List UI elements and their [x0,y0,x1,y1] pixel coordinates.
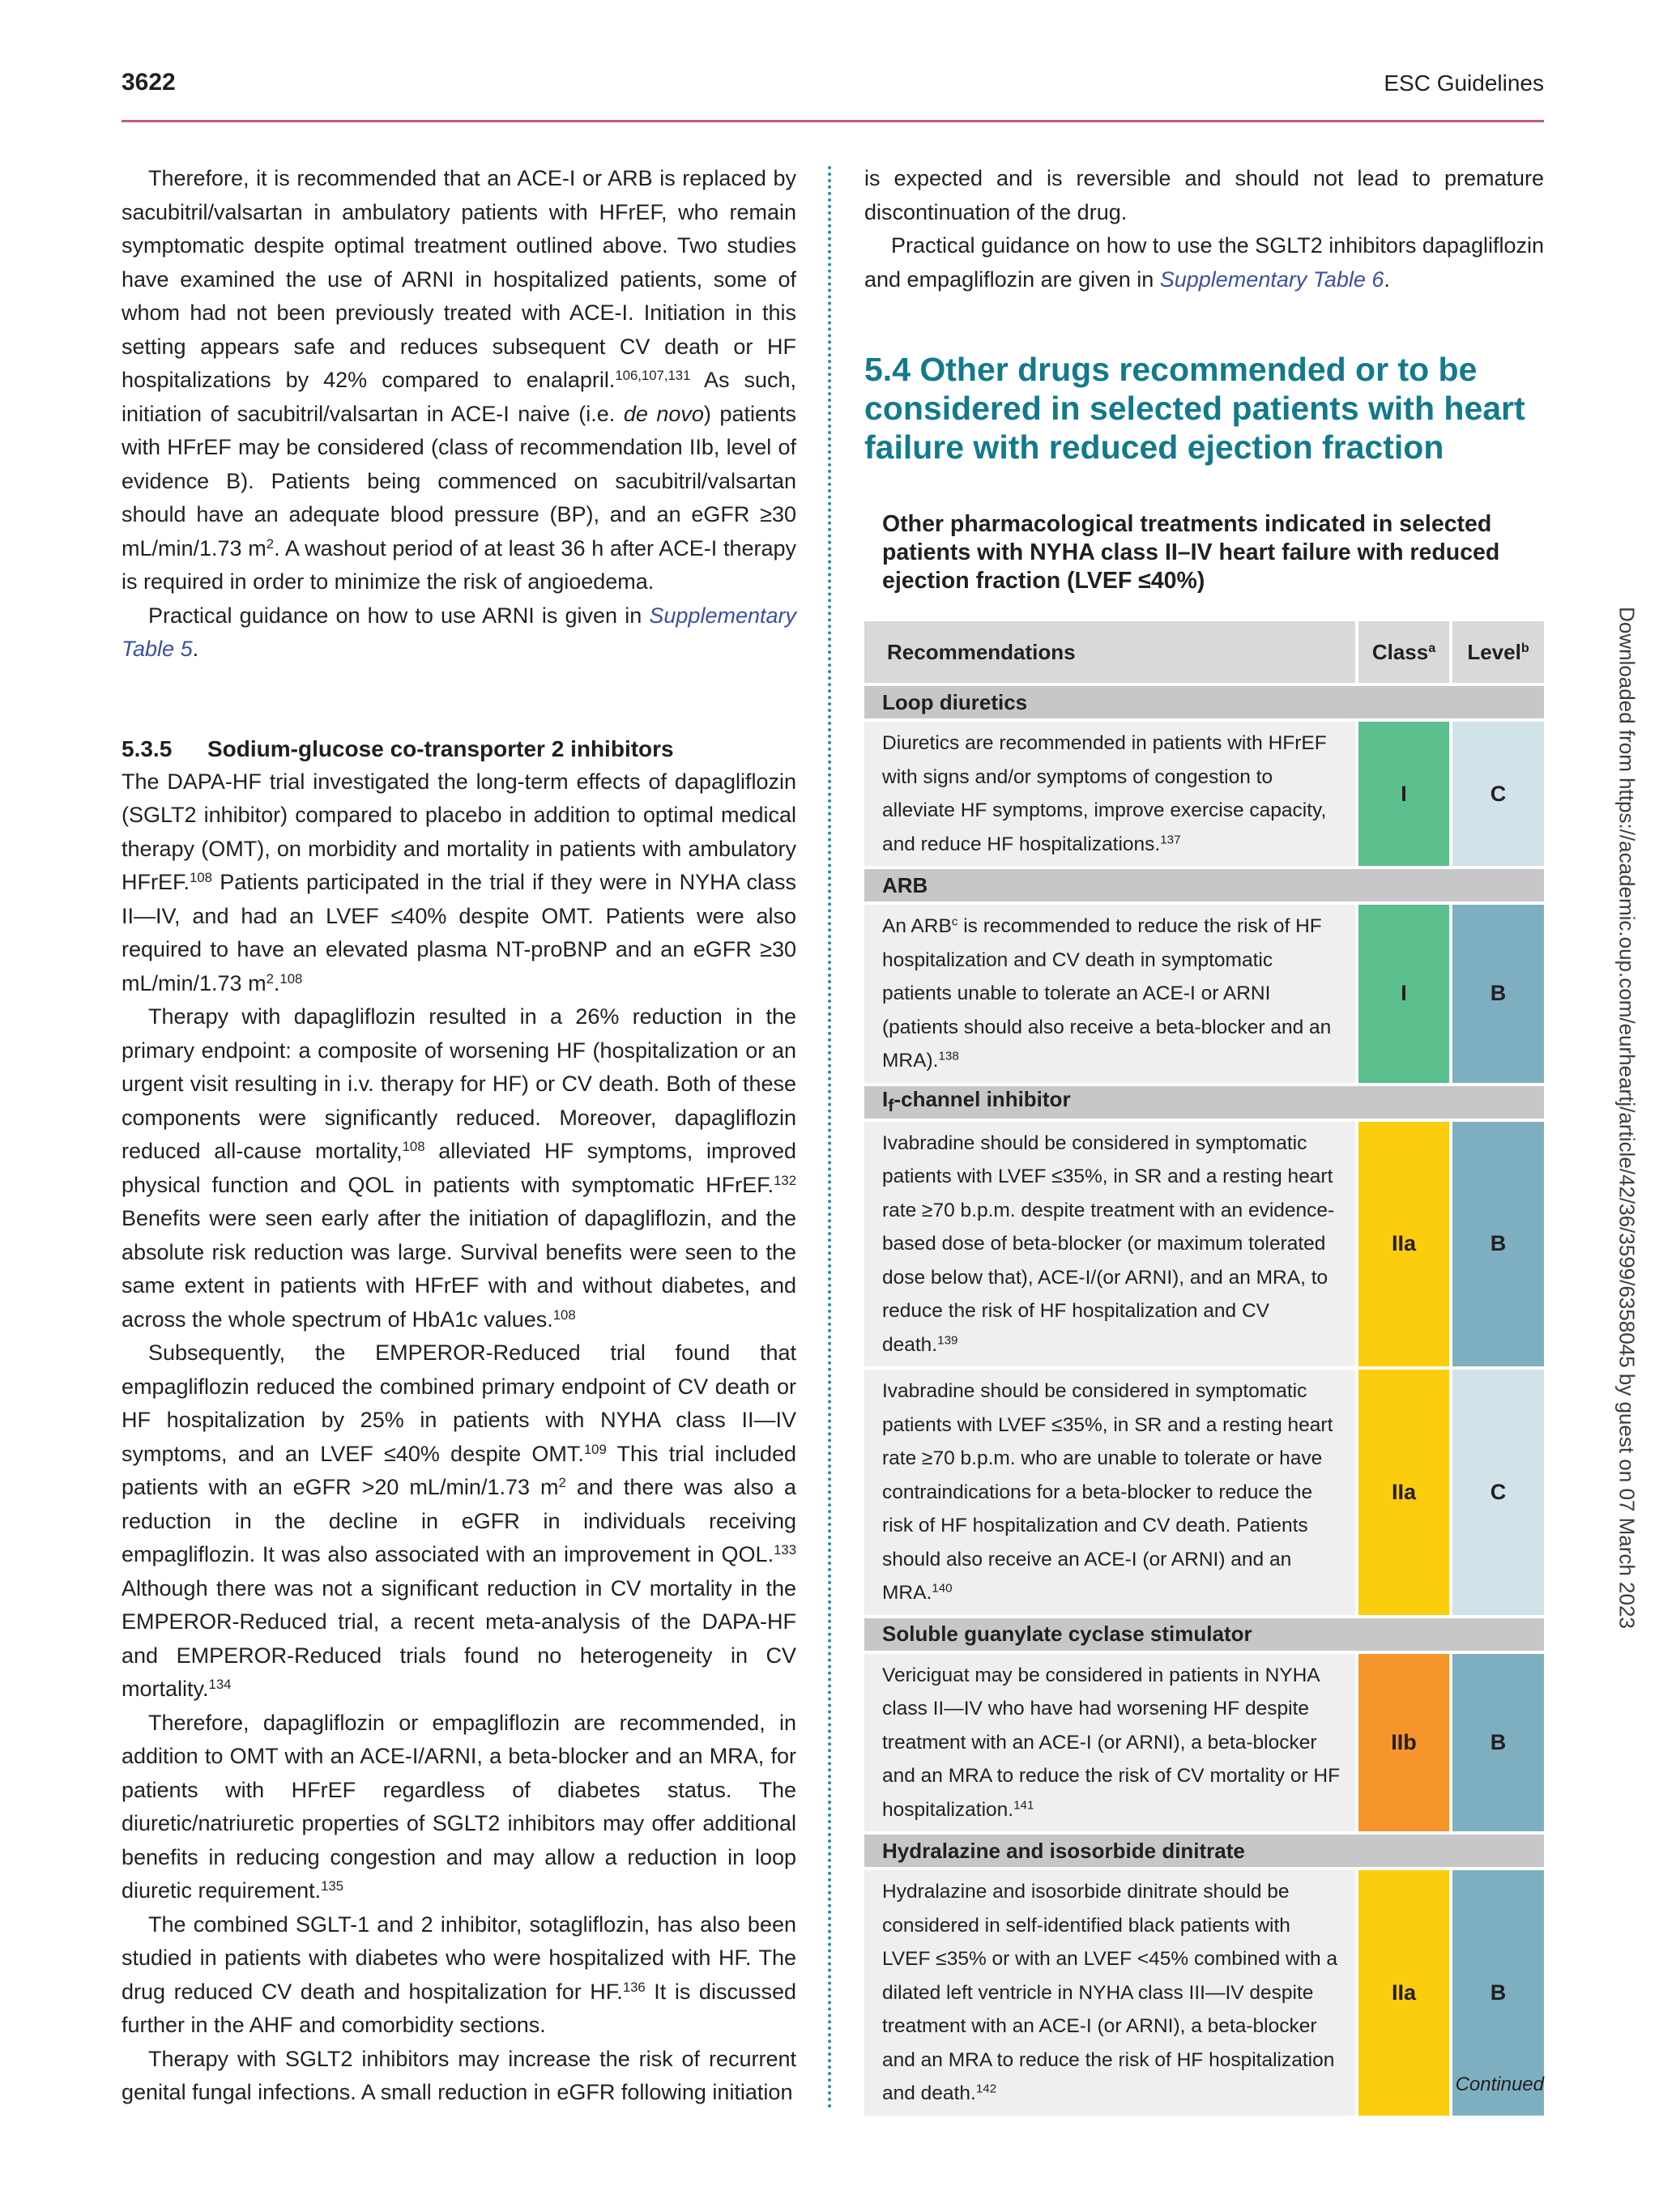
table-row [864,1370,1544,1615]
paragraph: Therefore, it is recommended that an ACE-I or ARB is replaced by sacubitril/valsartan in ambulatory patients with HFrEF, who remain symptomatic despite optimal treatment outlined above. Two studies have examined the use of ARNI in hospitalized patients, some of whom had not been previously treated with ACE-I. Initiation in this setting appears safe and reduces subsequent CV death or HF hospitalizations by 42% compared to enalapril.$^{106,107,131}$ As such, initiation of sacubitril/valsartan in ACE-I naive (i.e. de novo) patients with HFrEF may be considered (class of recommendation IIb, level of evidence B). Patients being commenced on sacubitril/valsartan should have an adequate blood pressure (BP), and an eGFR ≥30 mL/min/1.73 $m^2$. A washout period of at least 36 h after ACE-I therapy is required in order to minimize the risk of angioedema. [122,166,796,594]
paragraph: Therefore, dapagliflozin or empagliflozin are recommended, in addition to OMT with an ACE-I/ARNI, a beta-blocker and an MRA, for patients with HFrEF regardless of diabetes status. The diuretic/natriuretic properties of SGLT2 inhibitors may offer additional benefits in reducing congestion and may allow a reduction in loop diuretic requirement.$^{135}$ [122,1710,796,1903]
subsection-heading: 5.3.5 Sodium-glucose co-transporter 2 inhibitors [122,735,674,761]
category-row: ARB [864,869,1544,901]
paragraph: Subsequently, the EMPEROR-Reduced trial found that empagliflozin reduced the combined primary endpoint of CV death or HF hospitalization by 25% in patients with NYHA class II—IV symptoms, and an LVEF ≤40% despite OMT.$^{109}$ This trial included patients with an eGFR >20 mL/min/1.73 $m^2$ and there was also a reduction in the decline in eGFR in individuals receiving empagliflozin. It was also associated with an improvement in QOL.$^{133}$ Although there was not a significant reduction in CV mortality in the EMPEROR-Reduced trial, a recent meta-analysis of the DAPA-HF and EMPEROR-Reduced trials found no heterogeneity in CV mortality.$^{134}$ [122,1340,796,1701]
recommendation-table [864,618,1544,2119]
right-column [864,162,1544,467]
table-row [864,905,1544,1083]
recommendation-text: Vericiguat may be considered in patients in NYHA class II—IV who have had worsening HF despite treatment with an ACE-I (or ARNI), a beta-blocker and an MRA to reduce the risk of CV mortality or HF hospitalization.$^{141}$ [864,1654,1358,1832]
category-row: $I_f$-channel inhibitor [864,1086,1544,1119]
left-column [122,162,796,2110]
section-title: 5.4 Other drugs recommended or to be considered in selected patients with heart failure with reduced ejection fraction [864,351,1525,466]
recommendation-text: Diuretics are recommended in patients with HFrEF with signs and/or symptoms of congestion to alleviate HF symptoms, improve exercise capacity, and reduce HF hospitalizations.$^{137}$ [864,722,1358,866]
category-row: Soluble guanylate cyclase stimulator [864,1618,1544,1651]
recommendation-text: Ivabradine should be considered in symptomatic patients with LVEF ≤35%, in SR and a resting heart rate ≥70 b.p.m. who are unable to tolerate or have contraindications for a beta-blocker to reduce the risk of HF hospitalization and CV death. Patients should also receive an ACE-I (or ARNI) and an MRA.$^{140}$ [864,1370,1358,1615]
level-cell: B [1452,1122,1544,1367]
page-number: 3622 [122,69,176,96]
recommendation-table-block [864,510,1544,2119]
table-row [864,1654,1544,1832]
class-cell: IIb [1358,1654,1452,1832]
paragraph: Therapy with SGLT2 inhibitors may increase the risk of recurrent genital fungal infections. A small reduction in eGFR following initiation [122,2046,796,2104]
class-cell: I [1358,722,1452,866]
category-row: Loop diuretics [864,686,1544,718]
header-recommendations: Recommendations [864,621,1358,683]
paragraph: The combined SGLT-1 and 2 inhibitor, sotagliflozin, has also been studied in patients with diabetes who were hospitalized with HF. The drug reduced CV death and hospitalization for HF.$^{136}$ It is discussed further in the AHF and comorbidity sections. [122,1912,796,2037]
level-cell: B [1452,1870,1544,2116]
paragraph: is expected and is reversible and should not lead to premature discontinuation of the drug. [864,166,1544,224]
recommendation-text: An ARB$^c$ is recommended to reduce the risk of HF hospitalization and CV death in symptomatic patients unable to tolerate an ACE-I or ARNI (patients should also receive a beta-blocker and an MRA).$^{138}$ [864,905,1358,1083]
category-row: Hydralazine and isosorbide dinitrate [864,1835,1544,1867]
header-class: Class$^a$ [1358,621,1452,683]
level-cell: C [1452,1370,1544,1615]
header-rule [122,120,1544,122]
download-watermark: Downloaded from https://academic.oup.com/eurheartj/article/42/36/3599/6358045 by guest on 07 March 2023 [1614,607,1640,1629]
supplementary-table-5-link[interactable]: Supplementary Table 5 [122,603,796,661]
class-cell: IIa [1358,1870,1452,2116]
class-cell: IIa [1358,1370,1452,1615]
class-cell: I [1358,905,1452,1083]
paragraph: Therapy with dapagliflozin resulted in a 26% reduction in the primary endpoint: a composite of worsening HF (hospitalization or an urgent visit resulting in i.v. therapy for HF) or CV death. Both of these components were significantly reduced. Moreover, dapagliflozin reduced all-cause mortality,$^{108}$ alleviated HF symptoms, improved physical function and QOL in patients with symptomatic HFrEF.$^{132}$ Benefits were seen early after the initiation of dapagliflozin, and the absolute risk reduction was large. Survival benefits were seen to the same extent in patients with HFrEF with and without diabetes, and across the whole spectrum of HbA1c values.$^{108}$ [122,1004,797,1332]
table-row [864,1122,1544,1367]
running-title: ESC Guidelines [1384,70,1544,96]
header-level: Level$^b$ [1452,621,1544,683]
level-cell: B [1452,1654,1544,1832]
paragraph: Practical guidance on how to use ARNI is given in Supplementary Table 5. [122,603,796,661]
paragraph: The DAPA-HF trial investigated the long-term effects of dapagliflozin (SGLT2 inhibitor) compared to placebo in addition to optimal medical therapy (OMT), on morbidity and mortality in patients with ambulatory HFrEF.$^{108}$ Patients participated in the trial if they were in NYHA class II—IV, and had an LVEF ≤40% despite OMT. Patients were also required to have an elevated plasma NT-proBNP and an eGFR ≥30 mL/min/1.73 $m^2.^{108}$ [122,769,796,995]
table-header-row [864,621,1544,683]
table-row [864,1870,1544,2116]
table-title: Other pharmacological treatments indicated in selected patients with NYHA class II–IV heart failure with reduced ejection fraction (LVEF ≤40%) [882,511,1500,594]
recommendation-text: Ivabradine should be considered in symptomatic patients with LVEF ≤35%, in SR and a resting heart rate ≥70 b.p.m. despite treatment with an evidence-based dose of beta-blocker (or maximum tolerated dose below that), ACE-I/(or ARNI), and an MRA, to reduce the risk of HF hospitalization and CV death.$^{139}$ [864,1122,1358,1367]
supplementary-table-6-link[interactable]: Supplementary Table 6 [1159,266,1384,292]
level-cell: C [1452,722,1544,866]
level-cell: B [1452,905,1544,1083]
column-divider [828,166,831,2110]
table-row [864,722,1544,866]
continued-label: Continued [1455,2073,1544,2095]
class-cell: IIa [1358,1122,1452,1367]
page-header [122,69,1544,121]
recommendation-text: Hydralazine and isosorbide dinitrate should be considered in self-identified black patients with LVEF ≤35% or with an LVEF <45% combined with a dilated left ventricle in NYHA class III—IV despite treatment with an ACE-I (or ARNI), a beta-blocker and an MRA to reduce the risk of HF hospitalization and death.$^{142}$ [864,1870,1358,2116]
paragraph: Practical guidance on how to use the SGLT2 inhibitors dapagliflozin and empagliflozin are given in Supplementary Table 6. [864,233,1544,292]
